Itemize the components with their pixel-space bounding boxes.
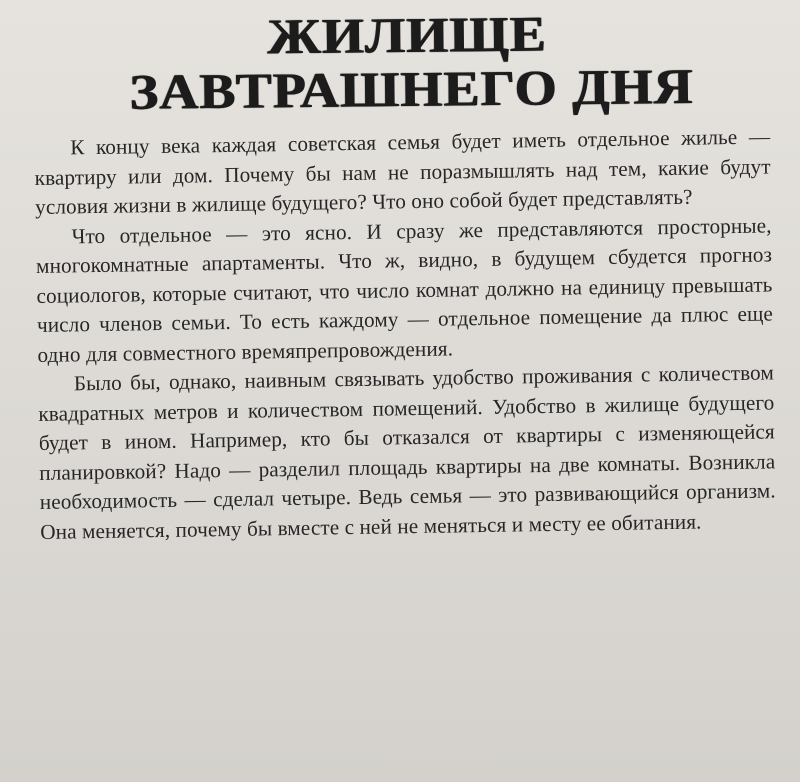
article-title [33, 6, 770, 118]
paragraph-3: Было бы, однако, наивным связывать удобство проживания с количеством квадратных метров и количеством помещений. Удобство в жилище будущего будет в ином. Например, кто бы отказался от квартиры с изменяющейся планировкой? Надо — разделил площадь квартиры на две комнаты. Возникла необходимость — сделал четыре. Ведь семья — это развивающийся организм. Она меняется, почему бы вместе с ней не меняться и месту ее обитания. [38, 360, 776, 544]
title-line-2: ЗАВТРАШНЕГО ДНЯ [128, 57, 694, 120]
paragraph-2: Что отдельное — это ясно. И сразу же представляются просторные, многокомнатные апартаменты. Что ж, видно, в будущем сбудется прогноз социологов, которые считают, что число комнат должно на единицу превышать число членов семьи. То есть каждому — отдельное помещение да плюс еще одно для совместного времяпрепровождения. [35, 212, 774, 367]
title-line-1: ЖИЛИЩЕ [266, 5, 547, 65]
article-body [34, 122, 776, 547]
paragraph-1: К концу века каждая советская семья будет иметь отдельное жилье — квартиру или дом. Почему бы нам не поразмышлять над тем, какие будут условия жизни в жилище будущего? Что оно собой будет представлять? [34, 124, 771, 219]
